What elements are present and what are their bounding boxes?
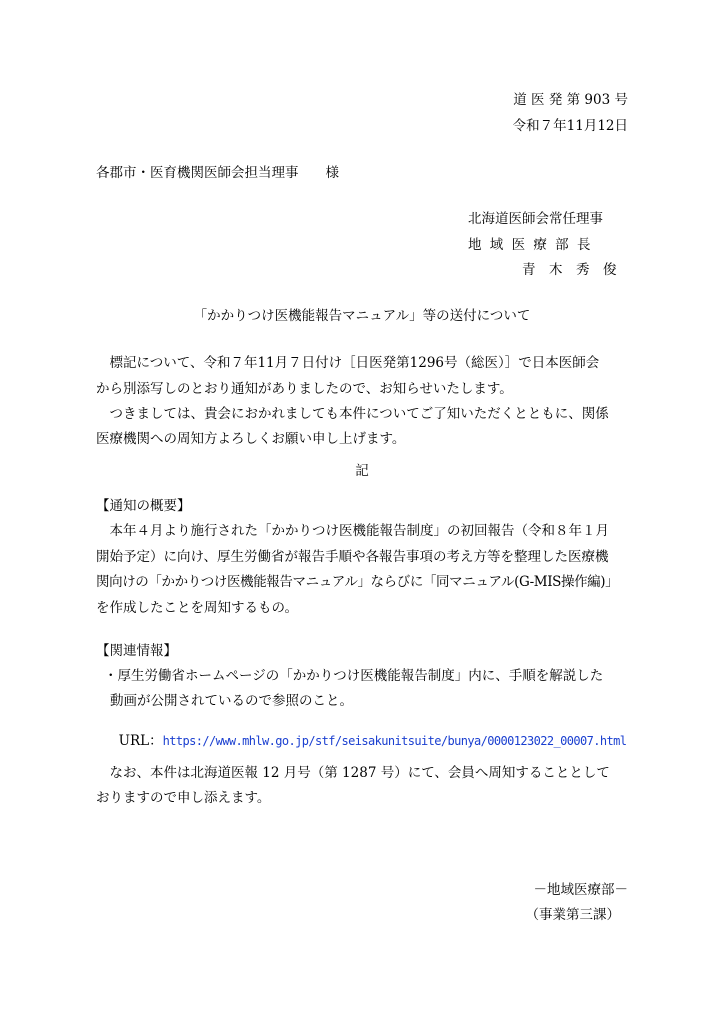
related-heading: 【関連情報】	[96, 643, 177, 659]
related-line-2: 動画が公開されているので参照のこと。	[110, 693, 353, 709]
mhlw-url-link[interactable]: https://www.mhlw.go.jp/stf/seisakunitsuite/bunya/0000123022_00007.html	[162, 733, 627, 748]
doc-number: 道 医 発 第 903 号	[513, 92, 628, 108]
closing-line-2: おりますので申し添えます。	[96, 790, 271, 806]
overview-line-1: 本年４月より施行された「かかりつけ医機能報告制度」の初回報告（令和８年１月	[96, 523, 609, 539]
ki-heading: 記	[355, 463, 369, 479]
footer-dept: －地域医療部－	[533, 882, 628, 898]
related-line-1: ・厚生労働省ホームページの「かかりつけ医機能報告制度」内に、手順を解説した	[104, 668, 604, 684]
sender-name: 青 木 秀 俊	[522, 262, 617, 278]
body-paragraph-1-line-2: から別添写しのとおり通知がありましたので、お知らせいたします。	[96, 381, 513, 397]
issue-date: 令和７年11月12日	[512, 118, 628, 134]
closing-line-1: なお、本件は北海道医報 12 月号（第 1287 号）にて、会員へ周知することとして	[96, 765, 610, 781]
body-paragraph-1-line-1: 標記について、令和７年11月７日付け［日医発第1296号（総医）］で日本医師会	[96, 355, 600, 371]
overview-line-2: 開始予定）に向け、厚生労働省が報告手順や各報告事項の考え方等を整理した医療機	[96, 549, 609, 565]
sender-org: 北海道医師会常任理事	[468, 211, 603, 227]
url-label: URL：	[118, 732, 163, 749]
sender-dept: 地 域 医 療 部 長	[468, 237, 593, 253]
overview-line-3: 関向けの「かかりつけ医機能報告マニュアル」ならびに「同マニュアル(G-MIS操作編)」	[96, 574, 619, 590]
overview-heading: 【通知の概要】	[96, 498, 191, 514]
body-paragraph-2-line-2: 医療機関への周知方よろしくお願い申し上げます。	[96, 431, 406, 447]
addressee: 各郡市・医育機関医師会担当理事 様	[96, 165, 339, 181]
footer-section: （事業第三課）	[525, 907, 620, 923]
overview-line-4: を作成したことを周知するもの。	[96, 600, 298, 616]
subject-title: 「かかりつけ医機能報告マニュアル」等の送付について	[193, 308, 531, 324]
body-paragraph-2-line-1: つきましては、貴会におかれましても本件についてご了知いただくとともに、関係	[96, 406, 609, 422]
